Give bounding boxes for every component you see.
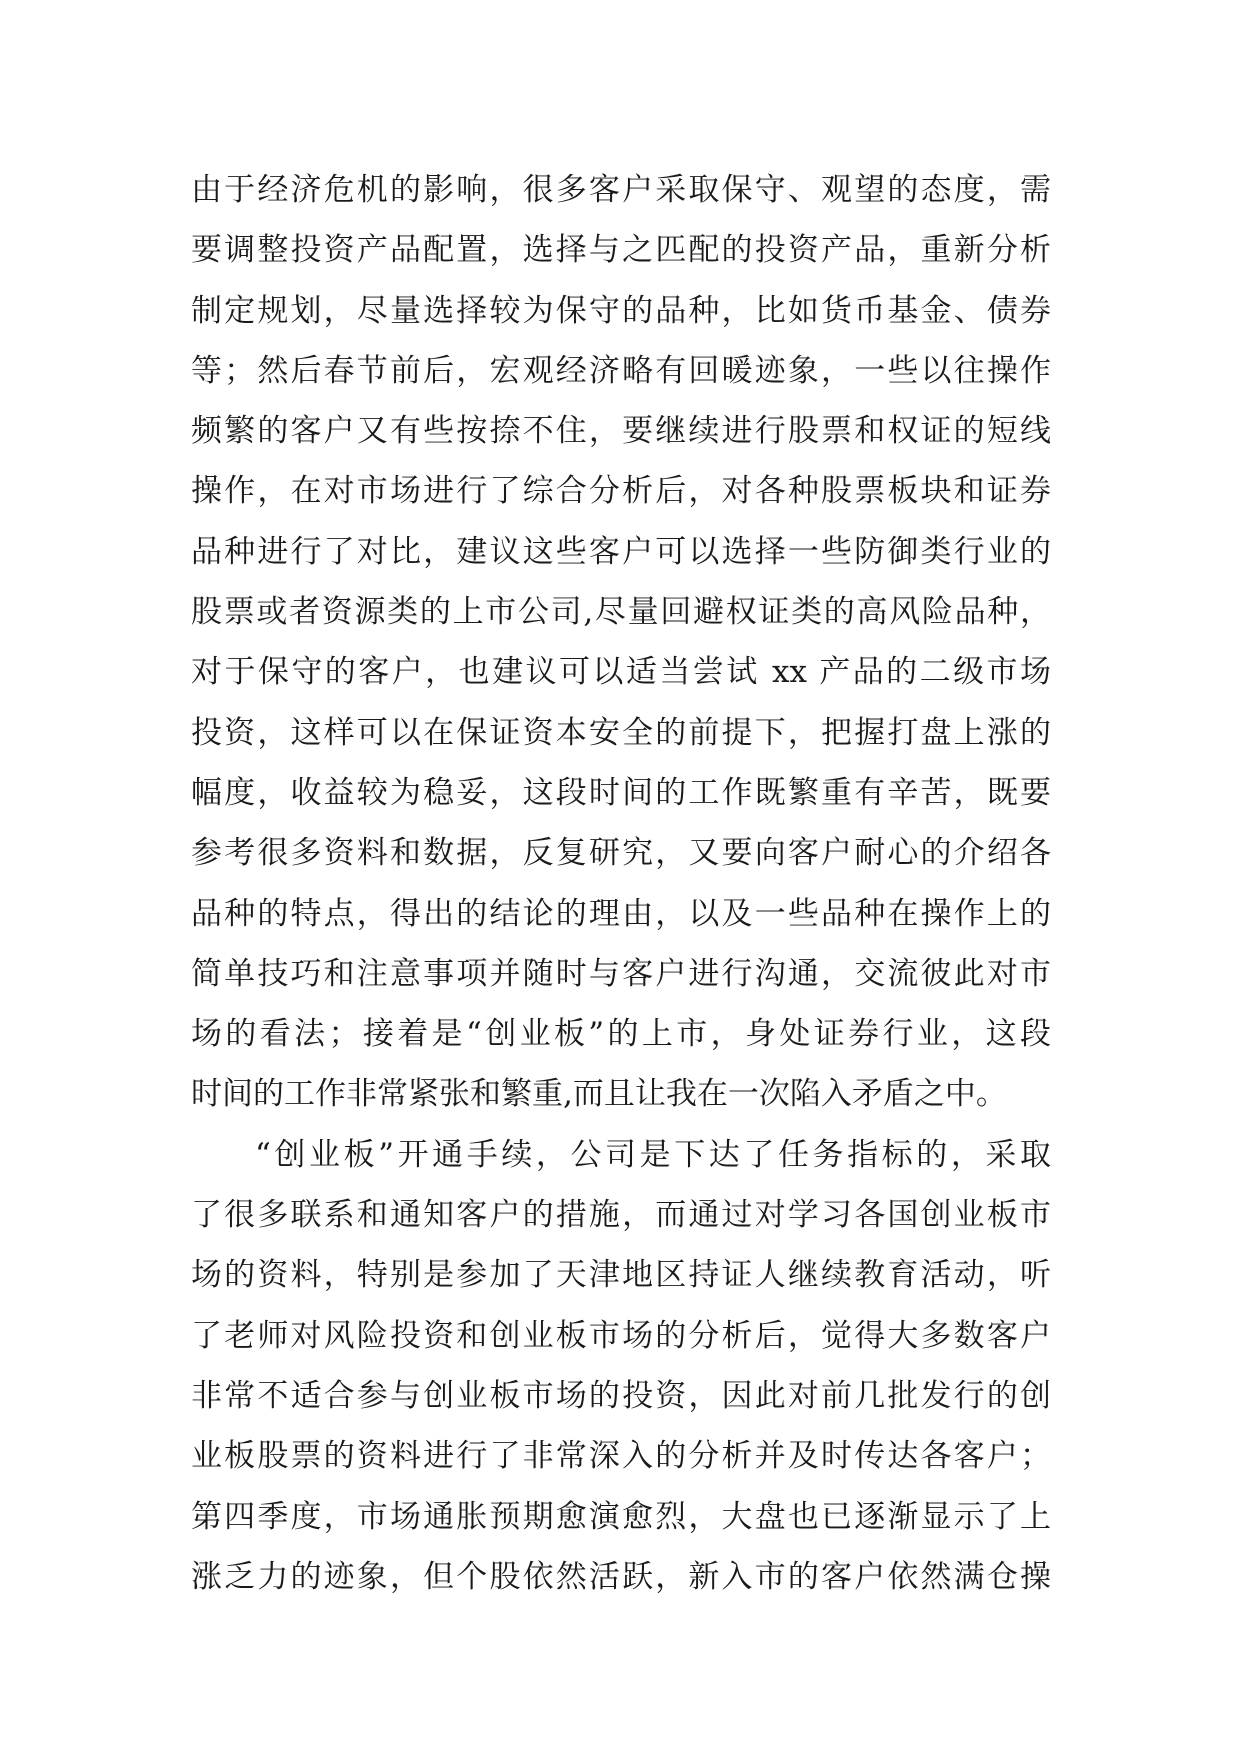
text-line: 场的资料，特别是参加了天津地区持证人继续教育活动，听	[191, 1257, 1051, 1294]
text-line: 操作，在对市场进行了综合分析后，对各种股票板块和证券	[191, 473, 1051, 510]
text-line: 制定规划，尽量选择较为保守的品种，比如货币基金、债券	[191, 292, 1051, 329]
text-line: 由于经济危机的影响，很多客户采取保守、观望的态度，需	[191, 172, 1051, 208]
text-line: 品种的特点，得出的结论的理由，以及一些品种在操作上的	[191, 895, 1051, 932]
text-line: 要调整投资产品配置，选择与之匹配的投资产品，重新分析	[191, 232, 1051, 269]
text-line: 了老师对风险投资和创业板市场的分析后，觉得大多数客户	[191, 1317, 1051, 1354]
text-line: 非常不适合参与创业板市场的投资，因此对前几批发行的创	[191, 1377, 1051, 1414]
text-line: 涨乏力的迹象，但个股依然活跃，新入市的客户依然满仓操	[191, 1558, 1051, 1595]
body-text	[191, 160, 1051, 1607]
text-line: 投资，这样可以在保证资本安全的前提下，把握打盘上涨的	[191, 714, 1051, 751]
text-line: 对于保守的客户，也建议可以适当尝试 xx 产品的二级市场	[191, 654, 1051, 691]
text-line: 场的看法；接着是“创业板”的上市，身处证券行业，这段	[191, 1016, 1051, 1053]
paragraph-start-line: “创业板”开通手续，公司是下达了任务指标的，采取	[255, 1136, 1051, 1173]
text-line: 了很多联系和通知客户的措施，而通过对学习各国创业板市	[191, 1197, 1051, 1234]
text-line: 频繁的客户又有些按捺不住，要继续进行股票和权证的短线	[191, 413, 1051, 450]
text-line: 第四季度，市场通胀预期愈演愈烈，大盘也已逐渐显示了上	[191, 1498, 1051, 1535]
text-line: 等；然后春节前后，宏观经济略有回暖迹象，一些以往操作	[191, 352, 1051, 389]
text-line: 幅度，收益较为稳妥，这段时间的工作既繁重有辛苦，既要	[191, 774, 1051, 811]
text-line: 业板股票的资料进行了非常深入的分析并及时传达各客户；	[191, 1438, 1051, 1475]
text-line: 股票或者资源类的上市公司,尽量回避权证类的高风险品种，	[191, 594, 1051, 631]
text-line: 品种进行了对比，建议这些客户可以选择一些防御类行业的	[191, 533, 1051, 570]
text-line: 时间的工作非常紧张和繁重,而且让我在一次陷入矛盾之中。	[191, 1076, 1007, 1113]
text-line: 简单技巧和注意事项并随时与客户进行沟通，交流彼此对市	[191, 955, 1051, 992]
text-line: 参考很多资料和数据，反复研究，又要向客户耐心的介绍各	[191, 835, 1051, 872]
